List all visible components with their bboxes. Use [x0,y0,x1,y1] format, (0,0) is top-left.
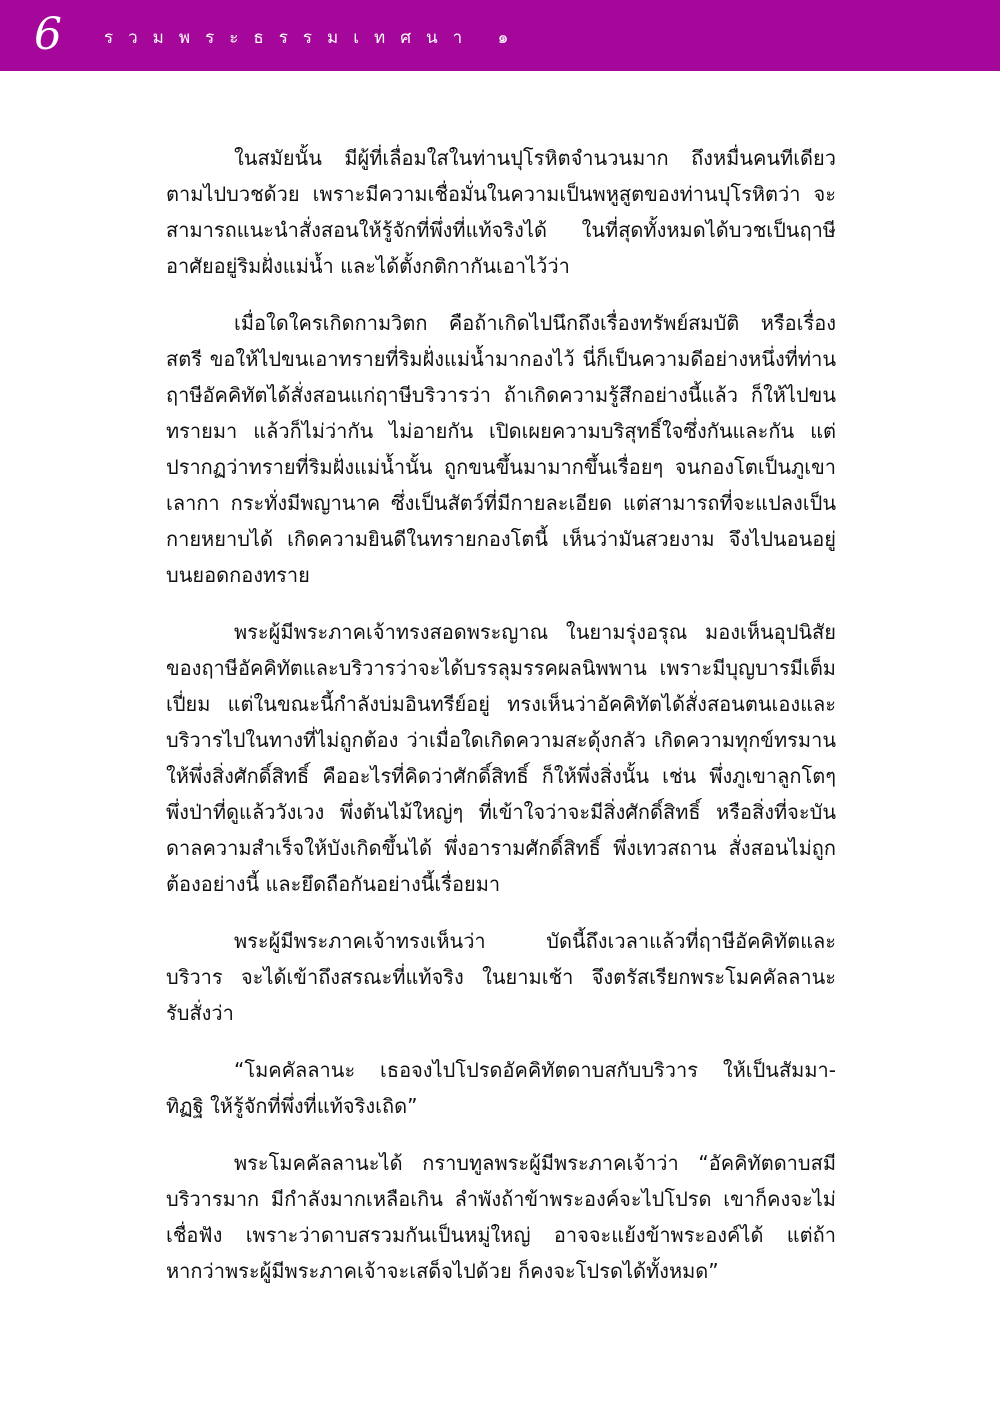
running-title: รวมพระธรรมเทศนา ๑ [104,28,524,48]
page-number: 6 [34,9,62,60]
page-header-bar [0,0,1000,71]
body-text [166,140,836,1310]
paragraph-4: พระผู้มีพระภาคเจ้าทรงเห็นว่า บัดนี้ถึงเวลาแล้วที่ฤาษีอัคคิทัตและบริวาร จะได้เข้าถึงสรณะที่แท้จริง ในยามเช้า จึงตรัสเรียกพระโมคคัลลานะรับสั่งว่า [166,929,836,1025]
paragraph-6: พระโมคคัลลานะได้ กราบทูลพระผู้มีพระภาคเจ้าว่า “อัคคิทัตดาบสมีบริวารมาก มีกำลังมากเหลือเกิน ลำพังถ้าข้าพระองค์จะไปโปรด เขาก็คงจะไม่เชื่อฟัง เพราะว่าดาบสรวมกันเป็นหมู่ใหญ่ อาจจะแย้งข้าพระองค์ได้ แต่ถ้าหากว่าพระผู้มีพระภาคเจ้าจะเสด็จไปด้วย ก็คงจะโปรดได้ทั้งหมด” [166,1151,836,1283]
paragraph-5: “โมคคัลลานะ เธอจงไปโปรดอัคคิทัตดาบสกับบริวาร ให้เป็นสัมมา-ทิฏฐิ ให้รู้จักที่พึ่งที่แท้จริงเถิด” [166,1058,836,1118]
paragraph-3: พระผู้มีพระภาคเจ้าทรงสอดพระญาณ ในยามรุ่งอรุณ มองเห็นอุปนิสัยของฤาษีอัคคิทัตและบริวารว่าจะได้บรรลุมรรคผลนิพพาน เพราะมีบุญบารมีเต็มเปี่ยม แต่ในขณะนี้กำลังบ่มอินทรีย์อยู่ ทรงเห็นว่าอัคคิทัตได้สั่งสอนตนเองและบริวารไปในทางที่ไม่ถูกต้อง ว่าเมื่อใดเกิดความสะดุ้งกลัว เกิดความทุกข์ทรมาน ให้พึ่งสิ่งศักดิ์สิทธิ์ คืออะไรที่คิดว่าศักดิ์สิทธิ์ ก็ให้พึ่งสิ่งนั้น เช่น พึ่งภูเขาลูกโตๆ พึ่งป่าที่ดูแล้ววังเวง พึ่งต้นไม้ใหญ่ๆ ที่เข้าใจว่าจะมีสิ่งศักดิ์สิทธิ์ หรือสิ่งที่จะบันดาลความสำเร็จให้บังเกิดขึ้นได้ พึ่งอารามศักดิ์สิทธิ์ พึ่งเทวสถาน สั่งสอนไม่ถูกต้องอย่างนี้ และยึดถือกันอย่างนี้เรื่อยมา [166,620,836,896]
paragraph-2: เมื่อใดใครเกิดกามวิตก คือถ้าเกิดไปนึกถึงเรื่องทรัพย์สมบัติ หรือเรื่องสตรี ขอให้ไปขนเอาทรายที่ริมฝั่งแม่น้ำมากองไว้ นี่ก็เป็นความดีอย่างหนึ่งที่ท่านฤาษีอัคคิทัตได้สั่งสอนแก่ฤาษีบริวารว่า ถ้าเกิดความรู้สึกอย่างนี้แล้ว ก็ให้ไปขนทรายมา แล้วก็ไม่ว่ากัน ไม่อายกัน เปิดเผยความบริสุทธิ์ใจซึ่งกันและกัน แต่ปรากฏว่าทรายที่ริมฝั่งแม่น้ำนั้น ถูกขนขึ้นมามากขึ้นเรื่อยๆ จนกองโตเป็นภูเขาเลากา กระทั่งมีพญานาค ซึ่งเป็นสัตว์ที่มีกายละเอียด แต่สามารถที่จะแปลงเป็นกายหยาบได้ เกิดความยินดีในทรายกองโตนี้ เห็นว่ามันสวยงาม จึงไปนอนอยู่บนยอดกองทราย [166,311,836,587]
paragraph-1: ในสมัยนั้น มีผู้ที่เลื่อมใสในท่านปุโรหิตจำนวนมาก ถึงหมื่นคนทีเดียว ตามไปบวชด้วย เพราะมีความเชื่อมั่นในความเป็นพหูสูตของท่านปุโรหิตว่า จะสามารถแนะนำสั่งสอนให้รู้จักที่พึ่งที่แท้จริงได้ ในที่สุดทั้งหมดได้บวชเป็นฤาษี อาศัยอยู่ริมฝั่งแม่น้ำ และได้ตั้งกติกากันเอาไว้ว่า [166,146,836,278]
